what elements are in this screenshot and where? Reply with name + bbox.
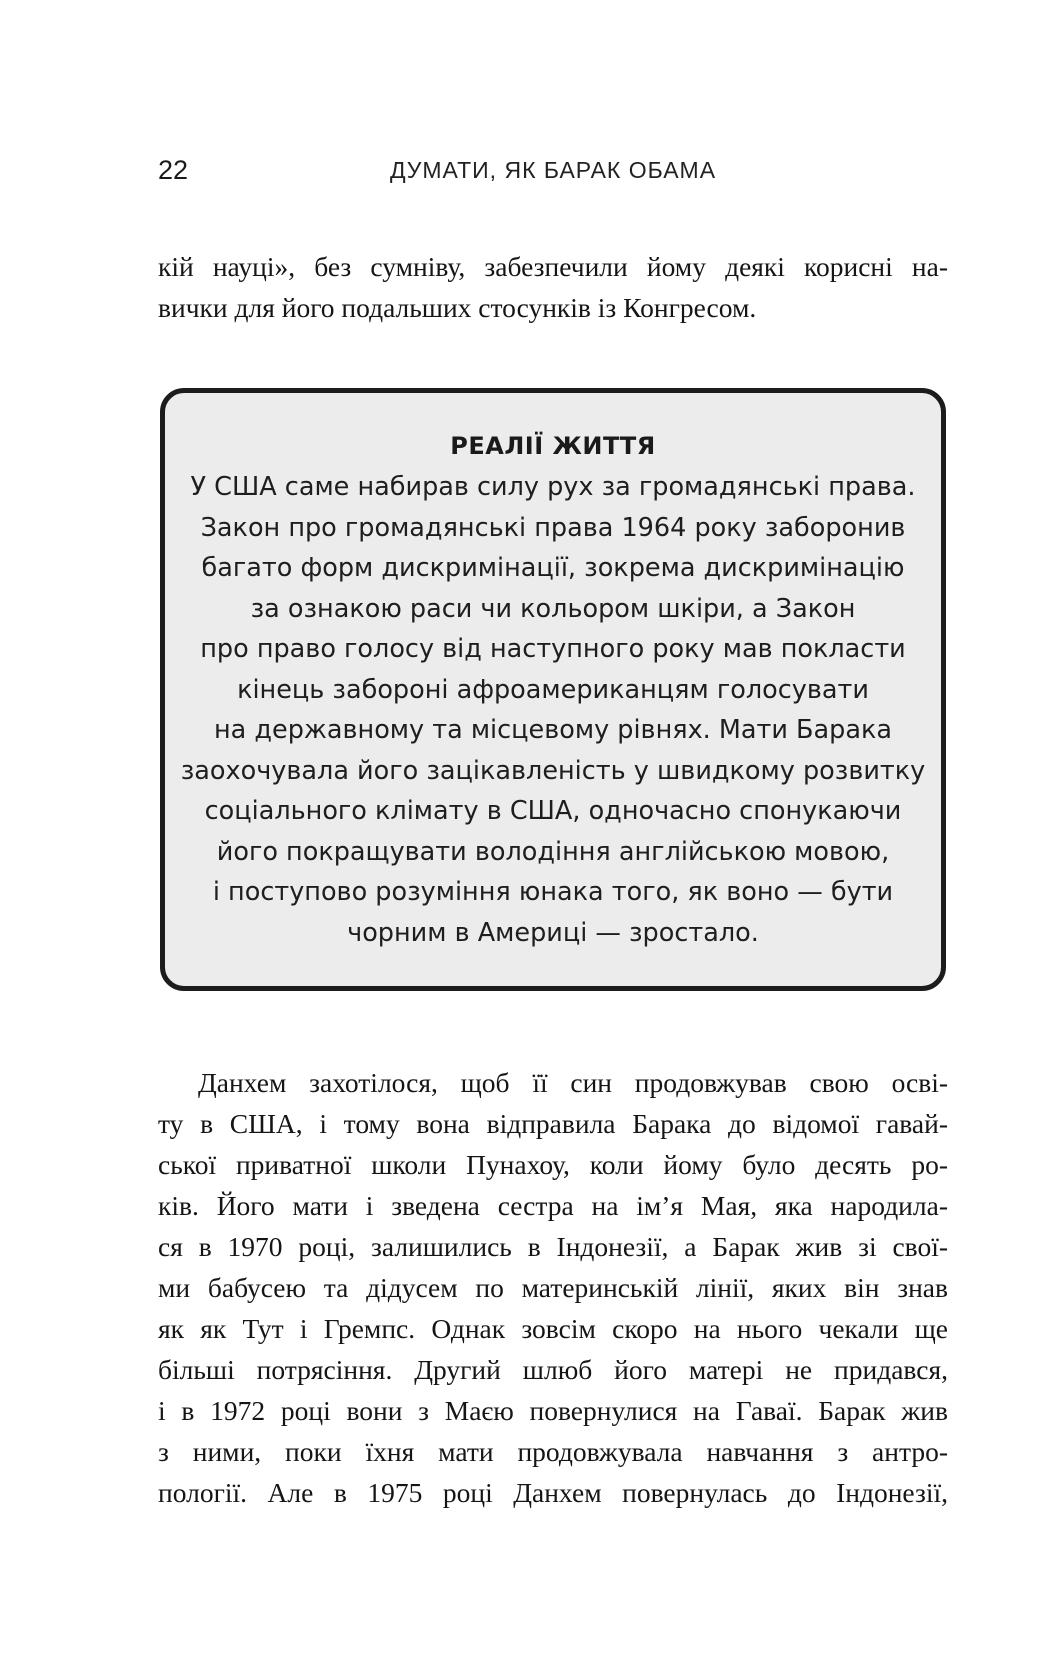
- text-line: як як Тут і Гремпс. Однак зовсім скоро на нього чекали ще: [158, 1313, 948, 1344]
- text-line: більші потрясіння. Другий шлюб його матері не придався,: [158, 1354, 948, 1385]
- text-line: кій науці», без сумніву, забезпечили йому деякі корисні на-: [158, 251, 948, 282]
- text-line: ми бабусею та дідусем по материнській лінії, яких він знав: [158, 1272, 948, 1303]
- sidebar-line: кінець забороні афроамериканцям голосувати: [237, 674, 869, 705]
- intro-paragraph: [158, 246, 948, 328]
- sidebar-line: У США саме набирав силу рух за громадянські права.: [190, 472, 916, 502]
- text-line: ся в 1970 році, залишились в Індонезії, а Барак жив зі свої-: [158, 1231, 948, 1262]
- text-line: ту в США, і тому вона відправила Барака до відомої гавай-: [158, 1108, 948, 1139]
- text-line: пології. Але в 1975 році Данхем повернулась до Індонезії,: [158, 1477, 948, 1508]
- sidebar-line: і поступово розуміння юнака того, як воно — бути: [212, 877, 894, 907]
- sidebar-title: РЕАЛІЇ ЖИТТЯ: [450, 432, 656, 460]
- sidebar-line: про право голосу від наступного року мав покласти: [200, 634, 906, 664]
- text-line: Данхем захотілося, щоб її син продовжував свою осві-: [198, 1067, 948, 1098]
- text-line: і в 1972 році вони з Маєю повернулися на Гаваї. Барак жив: [158, 1395, 948, 1426]
- text-line: вички для його подальших стосунків із Конгресом.: [158, 292, 757, 323]
- main-paragraph: [158, 1062, 948, 1513]
- page-number: 22: [158, 155, 189, 185]
- text-line: ків. Його мати і зведена сестра на ім’я Мая, яка народила-: [158, 1190, 948, 1221]
- sidebar-line: багато форм дискримінації, зокрема дискримінацію: [201, 553, 905, 583]
- sidebar-line: за ознакою раси чи кольором шкіри, а Закон: [250, 593, 856, 624]
- sidebar-box: [160, 388, 946, 991]
- running-head: [158, 150, 948, 190]
- sidebar-line: соціального клімату в США, одночасно спонукаючи: [204, 796, 902, 826]
- sidebar-line: Закон про громадянські права 1964 року заборонив: [200, 512, 906, 543]
- sidebar-line: його покращувати володіння англійською мовою,: [216, 836, 890, 867]
- sidebar-text: [165, 467, 941, 953]
- text-line: з ними, поки їхня мати продовжувала навчання з антро-: [158, 1436, 948, 1467]
- text-line: ської приватної школи Пунахоу, коли йому було десять ро-: [158, 1149, 948, 1180]
- sidebar-line: заохочувала його зацікавленість у швидкому розвитку: [180, 755, 926, 786]
- sidebar-line: на державному та місцевому рівнях. Мати Барака: [213, 715, 893, 745]
- sidebar-line: чорним в Америці — зростало.: [347, 917, 759, 948]
- running-title: ДУМАТИ, ЯК БАРАК ОБАМА: [389, 157, 717, 183]
